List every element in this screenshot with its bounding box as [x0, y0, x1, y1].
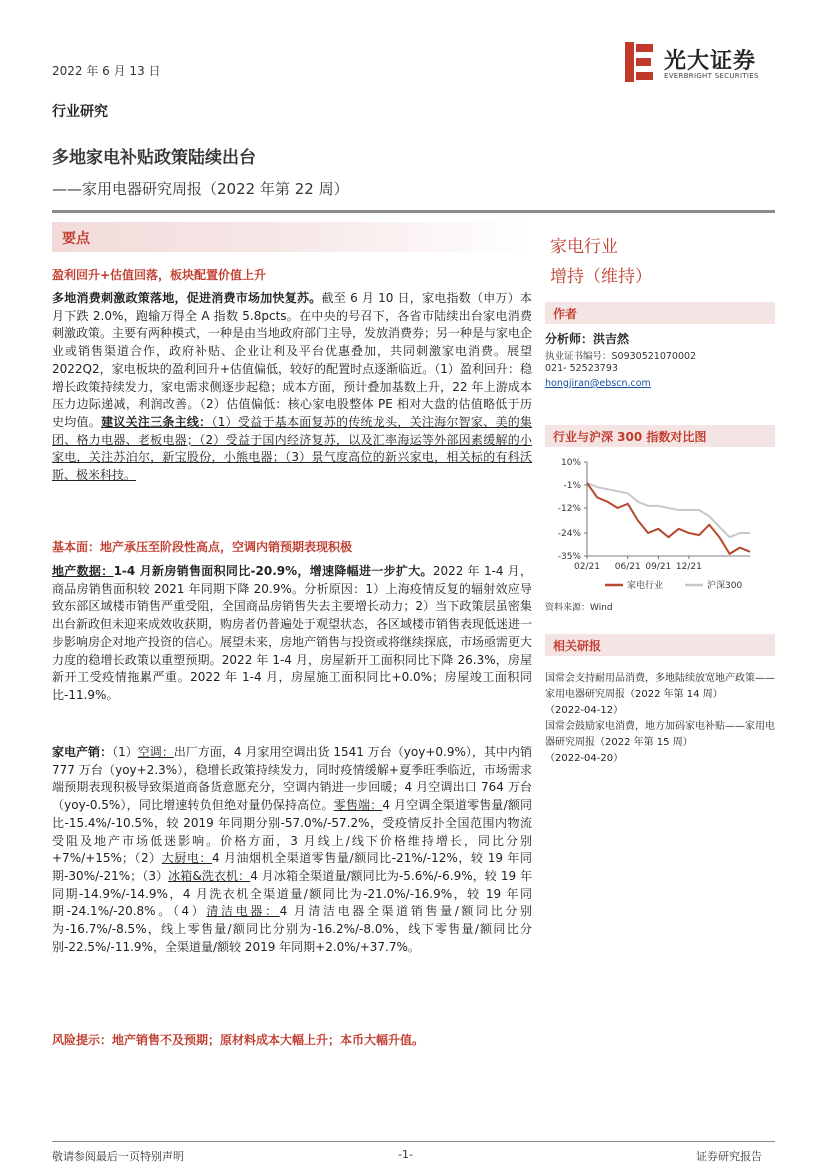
recommendation-lead: 建议关注三条主线： — [101, 414, 212, 429]
license-number: 执业证书编号：S0930521070002 — [545, 351, 697, 362]
recommendation-text: （1）受益于基本面复苏的传统龙头，关注海尔智家、美的集团、格力电器、老板电器；（2）受益于国内经济复苏，以及汇率海运等外部因素缓解的小家电，关注苏泊尔，新宝股份，小熊电器；（3）景气度高位的新兴家电，相关标的有科沃斯、极米科技。 — [52, 414, 532, 483]
title-divider — [52, 210, 775, 213]
kitchen-text: 4 月油烟机全渠道零售量/额同比-21%/-12%，较 19 年同期-30%/-21%；（3） — [52, 851, 532, 883]
kitchen-label: 大厨电： — [161, 851, 212, 866]
key-points-band — [52, 222, 532, 252]
paragraph-property — [52, 563, 532, 705]
property-lead: 1-4 月新房销售面积同比-20.9%，增速降幅进一步扩大。 — [113, 564, 433, 578]
paragraph-policy — [52, 290, 532, 485]
property-label: 地产数据： — [52, 564, 114, 578]
ac-text: 出厂方面，4 月家用空调出货 1541 万台（yoy+0.9%），其中内销 777 万台（yoy+2.3%），稳增长政策持续发力，同时疫情缓解+夏季旺季临近，市场需求端预期表现积极导致渠道商备货意愿充分，空调内销进一步回暖；4 月空调出口 764 万台（yoy-0.5%），同比增速转负但绝对量仍保持高位。 — [52, 745, 532, 813]
y-tick-label: -12% — [557, 503, 581, 514]
paragraph-appliances — [52, 744, 532, 956]
email-link[interactable]: hongjiran@ebscn.com — [545, 378, 651, 389]
x-tick-label: 12/21 — [675, 562, 702, 572]
section-heading-fundamentals: 基本面：地产承压至阶段性高点，空调内销预期表现积极 — [52, 540, 353, 554]
report-type: 行业研究 — [52, 104, 108, 120]
author-band — [545, 302, 775, 324]
chart-source: 资料来源：Wind — [545, 603, 613, 613]
y-tick-label: -1% — [563, 480, 581, 491]
related-report-1[interactable] — [545, 671, 775, 719]
everbright-logo-icon — [625, 42, 655, 82]
y-tick-label: 10% — [560, 458, 581, 468]
author-label: 作者 — [553, 307, 578, 321]
y-tick-label: -35% — [557, 552, 581, 562]
industry-name: 家电行业 — [550, 237, 618, 257]
legend-label: 家电行业 — [627, 581, 664, 591]
ac-label: 空调： — [137, 745, 174, 759]
legend-label: 沪深300 — [707, 581, 743, 591]
key-points-label: 要点 — [62, 231, 90, 247]
x-tick-label: 09/21 — [645, 562, 672, 572]
related-report-title[interactable]: 国常会鼓励家电消费，地方加码家电补贴——家用电器研究周报（2022 年第 15 周） — [545, 721, 775, 748]
retail-text: 4 月空调全渠道零售量/额同比-15.4%/-10.5%，较 2019 年同期分别-57.0%/-57.2%，受疫情反扑全国范围内物流受阻及地产市场低迷影响。价格方面，3 月线上/线下价格维持增长，同比分别+7%/+15%；（2） — [52, 798, 532, 866]
retail-label: 零售端： — [333, 798, 383, 813]
footer-divider — [52, 1141, 775, 1142]
risk-warning: 风险提示：地产销售不及预期；原材料成本大幅上升；本币大幅升值。 — [52, 1033, 425, 1047]
rating: 增持（维持） — [550, 267, 652, 287]
related-label: 相关研报 — [553, 639, 602, 653]
chart-label: 行业与沪深 300 指数对比图 — [553, 430, 707, 444]
cleaning-label: 清洁电器： — [206, 904, 280, 919]
related-report-2[interactable] — [545, 719, 775, 767]
series-line — [587, 483, 750, 537]
paragraph-body: 截至 6 月 10 日，家电指数（申万）本月下跌 2.0%，跑输万得全 A 指数 5.8pcts。在中央的号召下，各省市陆续出台家电消费刺激政策。主要有两种模式，一种是由当地政府部门主导，发放消费券；另一种是与家电企业或销售渠道合作，政府补贴、企业让利及平台优惠叠加，共同刺激家电消费。展望 2022Q2，家电板块的盈利回升+估值偏低，较好的配置时点逐渐临近。（1）盈利回升：稳增长政策持续发力，家电需求侧逐步起稳；成本方面，预计叠加基数上升，22 年上游成本压力边际递减，利润改善。（2）估值偏低：核心家电股整体 PE 相对大盘的估值略低于历史均值。 — [52, 291, 533, 429]
analyst-name: 分析师：洪吉然 — [545, 332, 630, 346]
phone-number: 021- 52523793 — [545, 363, 618, 374]
footer-brand: 证券研究报告 — [696, 1150, 762, 1163]
page-title: 多地家电补贴政策陆续出台 — [52, 148, 256, 168]
related-report-date: （2022-04-12） — [545, 705, 624, 716]
footer-disclaimer: 敬请参阅最后一页特别声明 — [52, 1150, 184, 1163]
email-container — [545, 378, 651, 389]
series-line — [587, 483, 750, 554]
section-heading-valuation: 盈利回升+估值回落，板块配置价值上升 — [52, 268, 267, 282]
related-report-title[interactable]: 国常会支持耐用品消费，多地陆续放宽地产政策——家用电器研究周报（2022 年第 14 周） — [545, 673, 775, 700]
index-comparison-chart — [545, 452, 780, 600]
page-subtitle: ——家用电器研究周报（2022 年第 22 周） — [52, 180, 349, 198]
paragraph-lead: 多地消费刺激政策落地，促进消费市场加快复苏。 — [52, 291, 322, 305]
logo-english: EVERBRIGHT SECURITIES — [664, 72, 759, 80]
report-date: 2022 年 6 月 13 日 — [52, 64, 161, 78]
cleaning-text: 4 月清洁电器全渠道销售量/额同比分别为-16.7%/-8.5%，线上零售量/额同比分别为-16.2%/-8.0%，线下零售量/额同比分别-22.5%/-11.9%，全渠道量/额较 2019 年同期+2.0%/+37.7%。 — [52, 904, 532, 954]
fridge-text: 4 月冰箱全渠道量/额同比为-5.6%/-6.9%，较 19 年同期-14.9%/-14.9%，4 月洗衣机全渠道量/额同比为-21.0%/-16.9%，较 19 年同期-24.1%/-20.8%。（4） — [52, 868, 532, 919]
logo-chinese: 光大证券 — [664, 49, 757, 74]
x-tick-label: 06/21 — [614, 562, 641, 572]
fridge-label: 冰箱&洗衣机： — [168, 868, 251, 883]
page-number: -1- — [398, 1148, 413, 1161]
y-tick-label: -24% — [557, 529, 581, 540]
property-text: 2022 年 1-4 月，商品房销售面积较 2021 年同期下降 20.9%。分析原因：1）上海疫情反复的辐射效应导致东部区域楼市销售严重受阻，全国商品房销售失去主要增长动力；2）当下政策层虽密集出台新政但未迎来成效收获期，购房者仍普遍处于观望状态，各区域楼市销售表现低迷进一步影响房企对地产投资的信心。展望未来，房地产销售与投资或将继续探底，市场亟需更大力度的稳增长政策以重塑预期。2022 年 1-4 月，房屋新开工面积同比下降 26.3%，房屋新开工受疫情拖累严重。2022 年 1-4 月，房屋施工面积同比+0.0%；房屋竣工面积同比-11.9%。 — [52, 564, 533, 702]
related-report-date: （2022-04-20） — [545, 753, 624, 764]
x-tick-label: 02/21 — [574, 562, 600, 572]
appliance-num-1: （1） — [112, 745, 138, 759]
appliance-label: 家电产销： — [52, 745, 113, 759]
